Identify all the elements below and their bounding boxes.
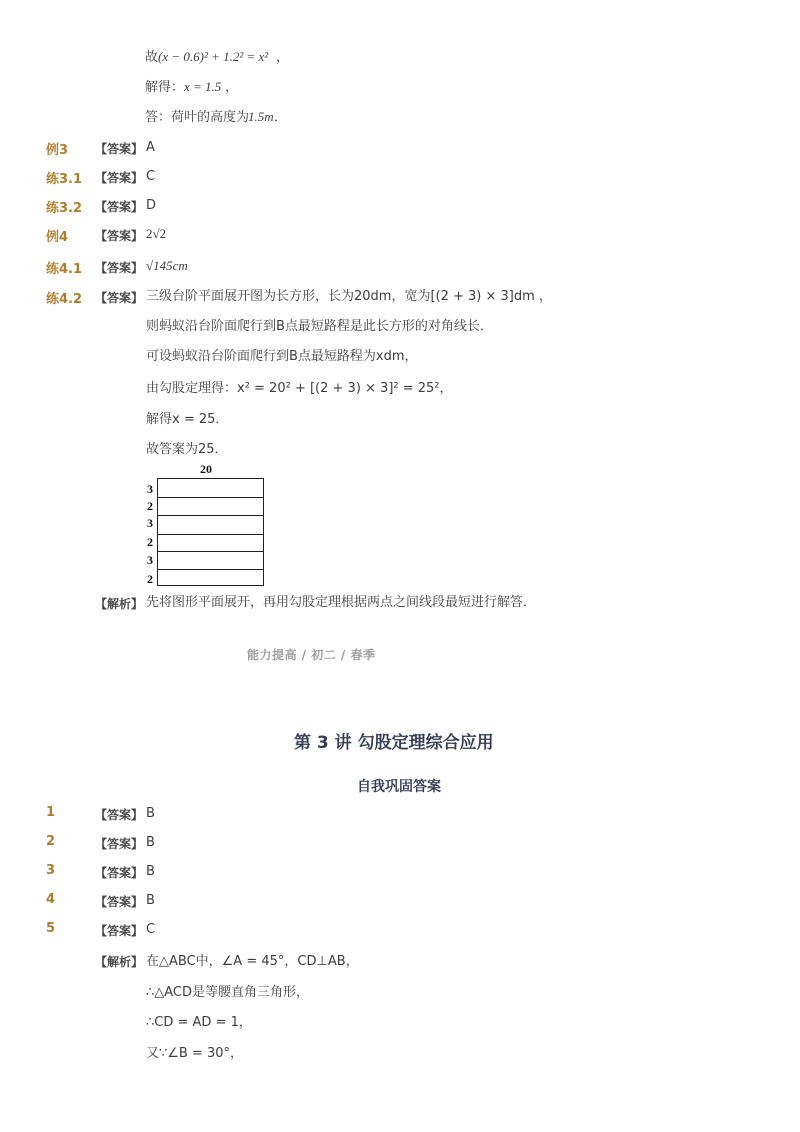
ex42-line-5: 解得x = 25．	[146, 412, 229, 427]
answer-tag: 【答案】	[95, 895, 144, 909]
answer-label: 例4	[46, 230, 69, 245]
figure-top-label: 20	[200, 462, 212, 476]
ex42-line-1: 三级台阶平面展开图为长方形，长为20dm，宽为[(2 + 3) × 3]dm ，	[146, 289, 552, 304]
figure-side-label: 3	[147, 553, 153, 567]
answer-tag: 【答案】	[95, 200, 144, 214]
solution-line-1-math: (x − 0.6)² + 1.2² = x²	[158, 49, 269, 64]
solution-line-3: 答：荷叶的高度为	[145, 110, 250, 125]
answer-value: √145cm	[146, 258, 188, 273]
answer-label: 4	[46, 892, 56, 907]
ex42-line-6: 故答案为25．	[146, 442, 228, 457]
answer-tag: 【答案】	[95, 171, 144, 185]
answer-value: 2√2	[146, 226, 167, 241]
answer-label: 2	[46, 834, 56, 849]
answer-label: 练3.1	[46, 172, 83, 187]
answer-tag: 【答案】	[95, 866, 144, 880]
stair-divider	[158, 551, 263, 552]
figure-side-label: 2	[147, 535, 153, 549]
answer-tag: 【答案】	[95, 291, 144, 305]
solution-line-1-suffix: ，	[276, 50, 290, 65]
q5-line-3: ∴CD = AD = 1，	[146, 1015, 252, 1030]
answer-label: 练4.2	[46, 292, 83, 307]
answer-label: 1	[46, 805, 56, 820]
analysis-tag: 【解析】	[95, 955, 144, 969]
answer-value: B	[146, 835, 155, 850]
figure-side-label: 2	[147, 572, 153, 586]
answer-tag: 【答案】	[95, 142, 144, 156]
answer-value: A	[146, 140, 155, 155]
section-title: 自我巩固答案	[357, 779, 441, 795]
ex42-line-3: 可设蚂蚁沿台阶面爬行到B点最短路程为xdm，	[146, 349, 418, 364]
stair-figure	[157, 478, 264, 586]
figure-side-label: 3	[147, 482, 153, 496]
q5-line-4: 又∵∠B = 30°，	[146, 1046, 244, 1061]
chapter-title: 第 3 讲 勾股定理综合应用	[294, 733, 494, 753]
solution-line-2-math: x = 1.5	[184, 79, 222, 94]
stair-divider	[158, 534, 263, 535]
solution-line-2-suffix: ，	[225, 80, 239, 95]
answer-tag: 【答案】	[95, 924, 144, 938]
answer-label: 例3	[46, 143, 69, 158]
answer-tag: 【答案】	[95, 261, 144, 275]
answer-value: B	[146, 893, 155, 908]
stair-divider	[158, 569, 263, 570]
ex42-line-2: 则蚂蚁沿台阶面爬行到B点最短路程是此长方形的对角线长．	[146, 319, 493, 334]
figure-side-label: 2	[147, 499, 153, 513]
answer-label: 5	[46, 921, 56, 936]
answer-label: 练3.2	[46, 201, 83, 216]
page-footer: 能力提高 / 初二 / 春季	[247, 648, 376, 662]
ex42-line-4: 由勾股定理得：x² = 20² + [(2 + 3) × 3]² = 25²，	[146, 381, 453, 396]
answer-value: C	[146, 922, 156, 937]
analysis-text: 先将图形平面展开，再用勾股定理根据两点之间线段最短进行解答．	[146, 595, 537, 610]
answer-tag: 【答案】	[95, 808, 144, 822]
q5-line-1: 在△ABC中，∠A = 45°，CD⊥AB，	[146, 954, 359, 969]
answer-label: 练4.1	[46, 262, 83, 277]
answer-tag: 【答案】	[95, 229, 144, 243]
figure-side-label: 3	[147, 516, 153, 530]
stair-divider	[158, 515, 263, 516]
solution-line-2: 解得：	[145, 80, 185, 95]
answer-value: B	[146, 864, 155, 879]
solution-line-3-suffix: ．	[274, 110, 288, 125]
stair-divider	[158, 497, 263, 498]
answer-tag: 【答案】	[95, 837, 144, 851]
answer-label: 3	[46, 863, 56, 878]
answer-value: B	[146, 806, 155, 821]
answer-value: D	[146, 198, 157, 213]
solution-line-3-math: 1.5m	[248, 109, 274, 124]
q5-line-2: ∴△ACD是等腰直角三角形，	[146, 985, 310, 1000]
answer-value: C	[146, 169, 156, 184]
analysis-tag: 【解析】	[95, 597, 144, 611]
solution-line-1: 故	[145, 50, 159, 65]
